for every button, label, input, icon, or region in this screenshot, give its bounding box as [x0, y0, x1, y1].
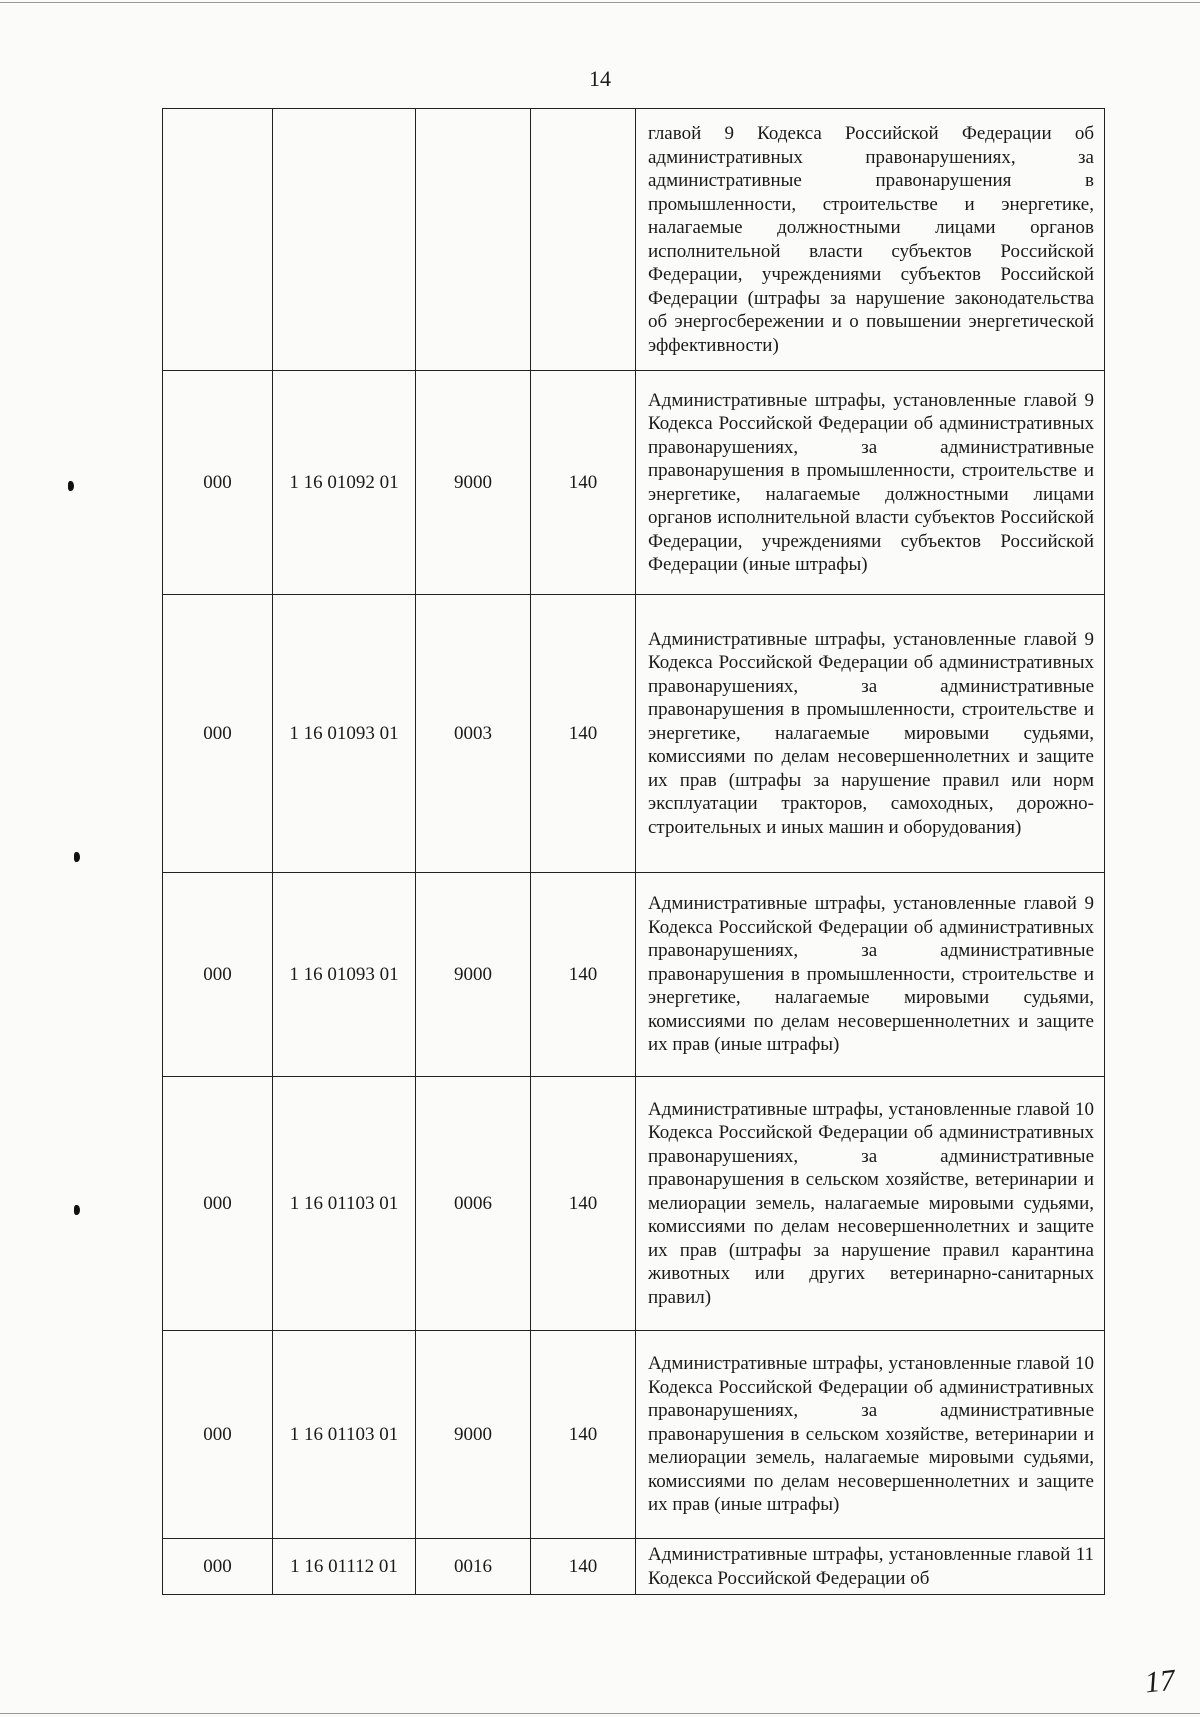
table-row — [163, 371, 1105, 595]
admin-code-cell: 000 — [163, 371, 273, 595]
scan-top-edge — [0, 2, 1200, 3]
admin-code-cell: 000 — [163, 1077, 273, 1331]
kosgu-code-cell: 140 — [531, 1539, 636, 1595]
table-row — [163, 595, 1105, 873]
subtype-code-cell: 9000 — [416, 1331, 531, 1539]
income-code-cell: 1 16 01092 01 — [273, 371, 416, 595]
margin-mark — [68, 481, 74, 491]
admin-code-cell: 000 — [163, 873, 273, 1077]
table-row — [163, 873, 1105, 1077]
admin-code-cell: 000 — [163, 1331, 273, 1539]
budget-codes-table — [162, 108, 1105, 1595]
description-cell: Административные штрафы, установленные главой 10 Кодекса Российской Федерации об административных правонарушениях, за административные правонарушения в сельском хозяйстве, ветеринарии и мелиорации земель, налагаемые мировыми судьями, комиссиями по делам несовершеннолетних и защите их прав (штрафы за нарушение правил карантина животных или других ветеринарно-санитарных правил) — [636, 1077, 1105, 1331]
kosgu-code-cell: 140 — [531, 873, 636, 1077]
subtype-code-cell: 0006 — [416, 1077, 531, 1331]
income-code-cell — [273, 109, 416, 371]
table-row — [163, 109, 1105, 371]
description-cell: Административные штрафы, установленные главой 11 Кодекса Российской Федерации об — [636, 1539, 1105, 1595]
admin-code-cell: 000 — [163, 1539, 273, 1595]
subtype-code-cell: 0016 — [416, 1539, 531, 1595]
kosgu-code-cell — [531, 109, 636, 371]
handwritten-sheet-number: 17 — [1143, 1663, 1177, 1700]
subtype-code-cell: 0003 — [416, 595, 531, 873]
margin-mark — [74, 852, 80, 862]
description-cell: главой 9 Кодекса Российской Федерации об административных правонарушениях, за административные правонарушения в промышленности, строительстве и энергетике, налагаемые должностными лицами органов исполнительной власти субъектов Российской Федерации, учреждениями субъектов Российской Федерации (штрафы за нарушение законодательства об энергосбережении и о повышении энергетической эффективности) — [636, 109, 1105, 371]
income-code-cell: 1 16 01103 01 — [273, 1077, 416, 1331]
page-number: 14 — [589, 66, 611, 91]
scan-bottom-edge — [0, 1713, 1200, 1714]
kosgu-code-cell: 140 — [531, 1077, 636, 1331]
description-cell: Административные штрафы, установленные главой 9 Кодекса Российской Федерации об административных правонарушениях, за административные правонарушения в промышленности, строительстве и энергетике, налагаемые должностными лицами органов исполнительной власти субъектов Российской Федерации, учреждениями субъектов Российской Федерации (иные штрафы) — [636, 371, 1105, 595]
admin-code-cell: 000 — [163, 595, 273, 873]
kosgu-code-cell: 140 — [531, 371, 636, 595]
income-code-cell: 1 16 01112 01 — [273, 1539, 416, 1595]
table-row — [163, 1077, 1105, 1331]
description-cell: Административные штрафы, установленные главой 9 Кодекса Российской Федерации об административных правонарушениях, за административные правонарушения в промышленности, строительстве и энергетике, налагаемые мировыми судьями, комиссиями по делам несовершеннолетних и защите их прав (штрафы за нарушение правил или норм эксплуатации тракторов, самоходных, дорожно-строительных и иных машин и оборудования) — [636, 595, 1105, 873]
description-cell: Административные штрафы, установленные главой 9 Кодекса Российской Федерации об административных правонарушениях, за административные правонарушения в промышленности, строительстве и энергетике, налагаемые мировыми судьями, комиссиями по делам несовершеннолетних и защите их прав (иные штрафы) — [636, 873, 1105, 1077]
income-code-cell: 1 16 01103 01 — [273, 1331, 416, 1539]
margin-mark — [74, 1205, 80, 1215]
income-code-cell: 1 16 01093 01 — [273, 873, 416, 1077]
table-row — [163, 1331, 1105, 1539]
subtype-code-cell: 9000 — [416, 371, 531, 595]
kosgu-code-cell: 140 — [531, 1331, 636, 1539]
admin-code-cell — [163, 109, 273, 371]
income-code-cell: 1 16 01093 01 — [273, 595, 416, 873]
kosgu-code-cell: 140 — [531, 595, 636, 873]
table-row — [163, 1539, 1105, 1595]
subtype-code-cell: 9000 — [416, 873, 531, 1077]
description-cell: Административные штрафы, установленные главой 10 Кодекса Российской Федерации об административных правонарушениях, за административные правонарушения в сельском хозяйстве, ветеринарии и мелиорации земель, налагаемые мировыми судьями, комиссиями по делам несовершеннолетних и защите их прав (иные штрафы) — [636, 1331, 1105, 1539]
subtype-code-cell — [416, 109, 531, 371]
